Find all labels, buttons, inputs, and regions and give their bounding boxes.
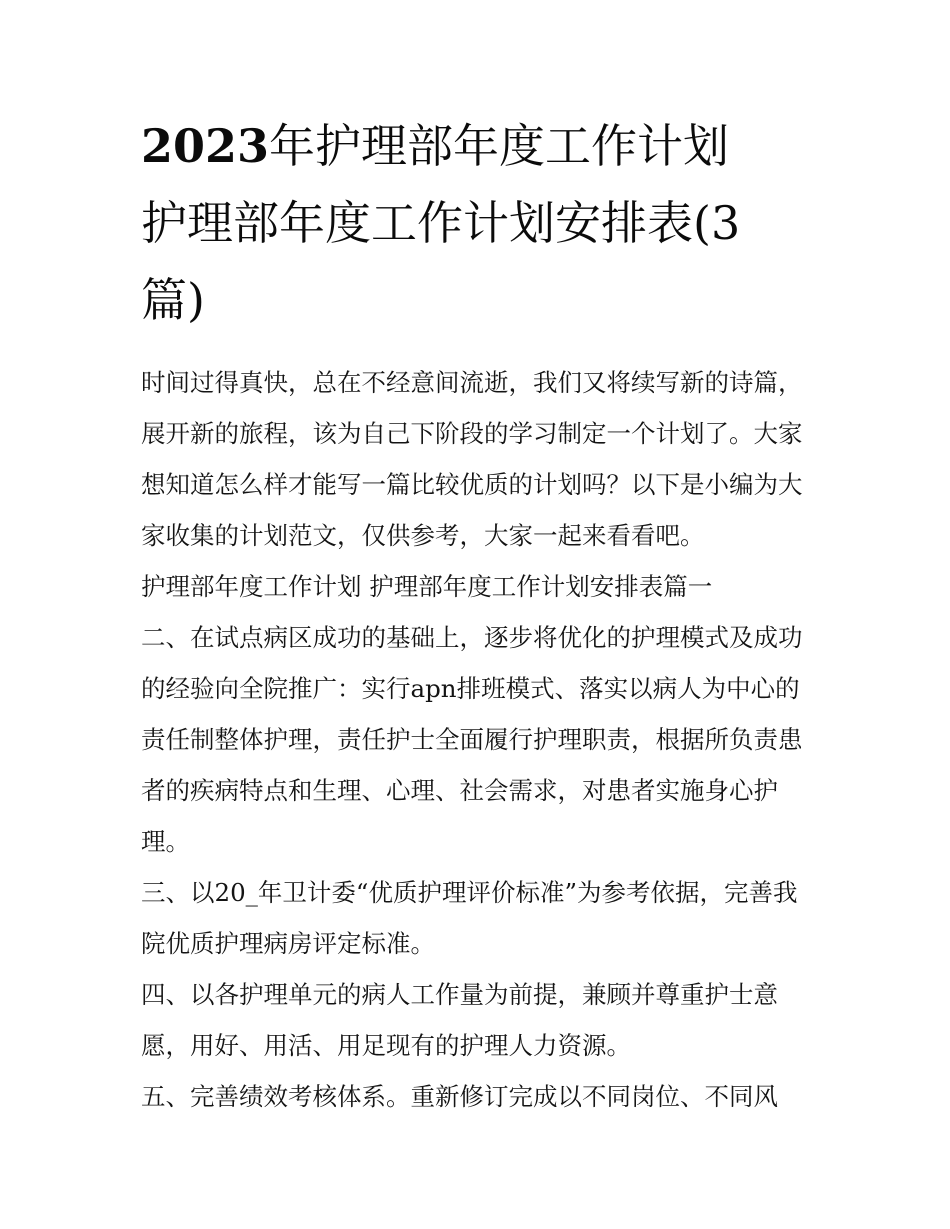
intro-paragraph: 时间过得真快，总在不经意间流逝，我们又将续写新的诗篇，展开新的旅程，该为自己下阶段的学习制定一个计划了。大家想知道怎么样才能写一篇比较优质的计划吗？以下是小编为大家收集的计划范文，仅供参考，大家一起来看看吧。 bbox=[141, 368, 803, 550]
section-heading: 护理部年度工作计划 护理部年度工作计划安排表篇一 bbox=[141, 572, 713, 601]
title-line2-text: 护理部年度工作计划安排表(3 bbox=[141, 196, 741, 250]
document-title bbox=[141, 108, 821, 339]
title-year: 2023 bbox=[141, 119, 270, 173]
document-body bbox=[141, 357, 821, 1122]
title-line3-text: 篇) bbox=[141, 273, 205, 327]
paragraph-item-4: 四、以各护理单元的病人工作量为前提，兼顾并尊重护士意愿，用好、用活、用足现有的护理人力资源。 bbox=[141, 980, 778, 1060]
title-line1-text: 年护理部年度工作计划 bbox=[269, 119, 730, 173]
paragraph-item-3: 三、以20_年卫计委“优质护理评价标准”为参考依据，完善我院优质护理病房评定标准。 bbox=[141, 878, 798, 958]
paragraph-item-2: 二、在试点病区成功的基础上，逐步将优化的护理模式及成功的经验向全院推广：实行apn排班模式、落实以病人为中心的责任制整体护理，责任护士全面履行护理职责，根据所负责患者的疾病特点和生理、心理、社会需求，对患者实施身心护理。 bbox=[141, 623, 803, 856]
paragraph-item-5: 五、完善绩效考核体系。重新修订完成以不同岗位、不同风 bbox=[141, 1082, 778, 1111]
